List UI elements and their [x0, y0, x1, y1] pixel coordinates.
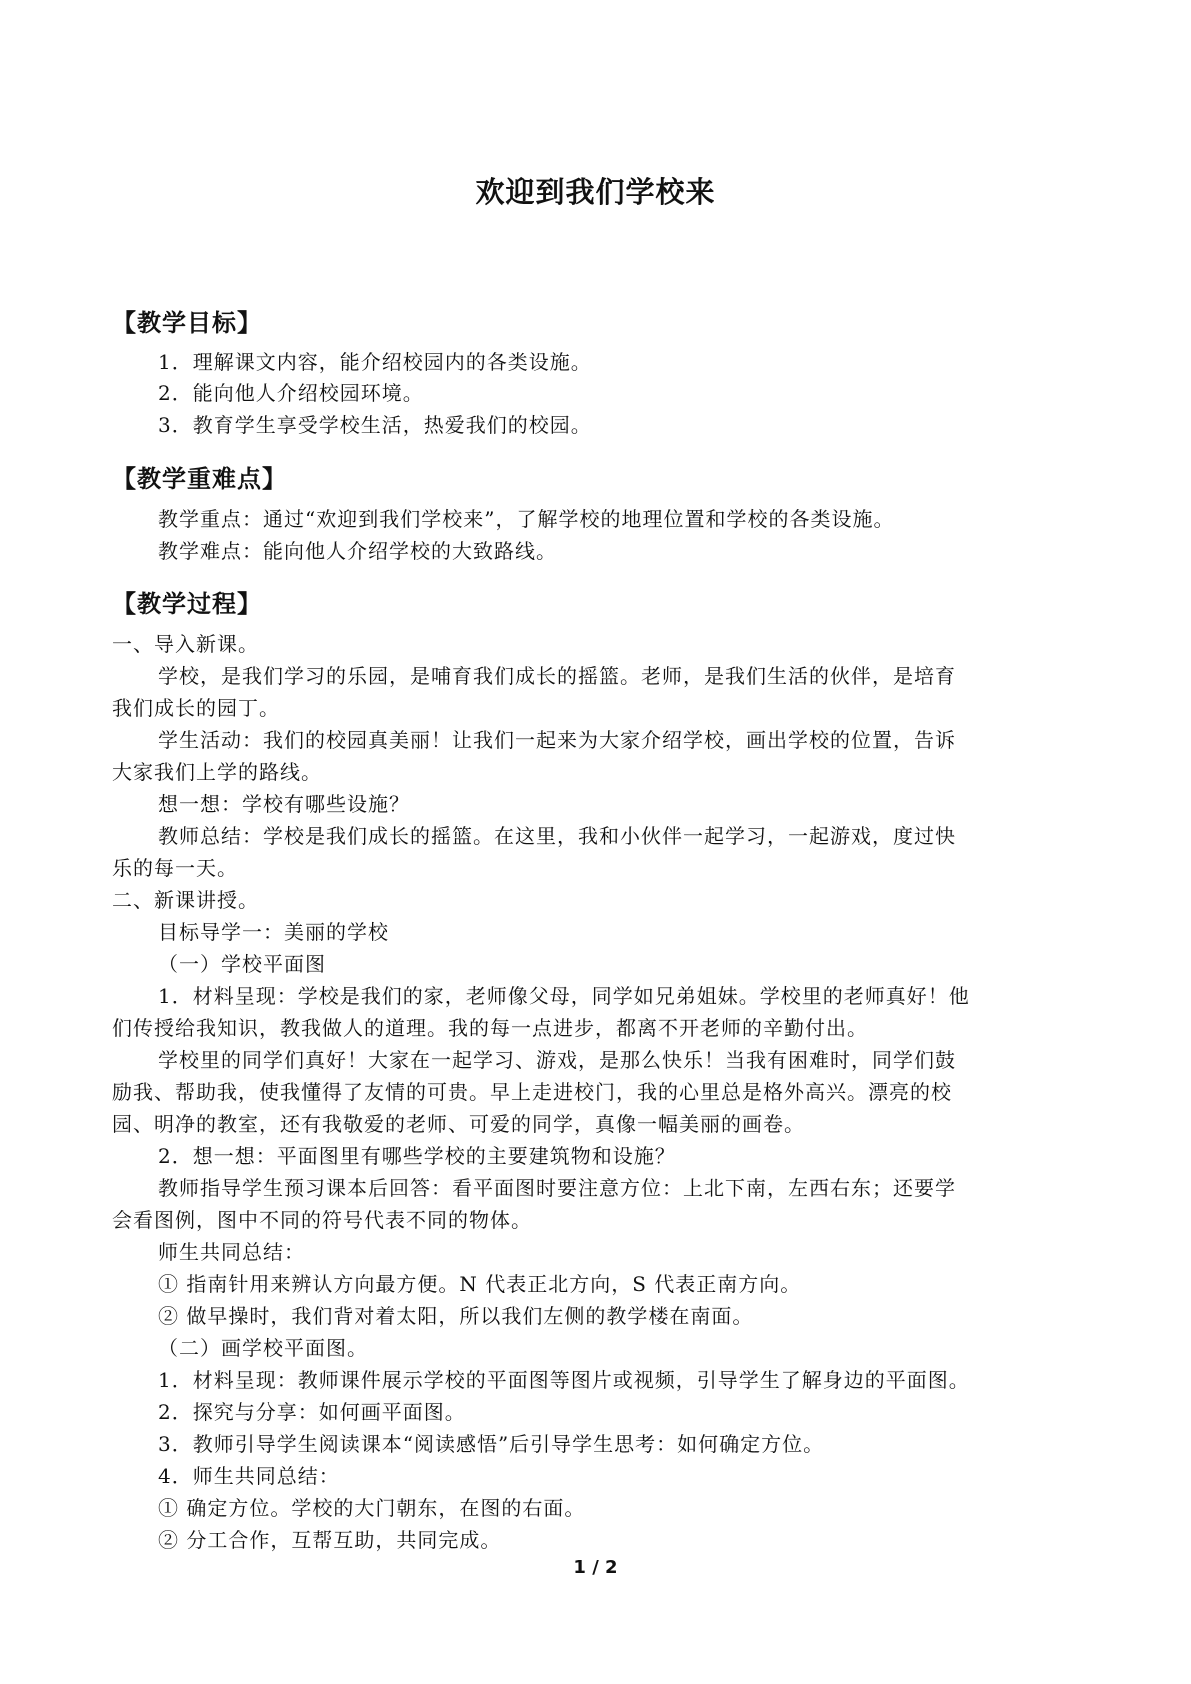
section-heading-process: 【教学过程】: [112, 590, 262, 618]
process-line: 1．材料呈现：教师课件展示学校的平面图等图片或视频，引导学生了解身边的平面图。: [158, 1368, 970, 1392]
section-heading-key-points: 【教学重难点】: [112, 465, 287, 493]
objective-line: 2．能向他人介绍校园环境。: [158, 381, 424, 405]
process-line: 学生活动：我们的校园真美丽！让我们一起来为大家介绍学校，画出学校的位置，告诉: [158, 728, 956, 752]
process-line: 2．想一想：平面图里有哪些学校的主要建筑物和设施？: [158, 1144, 676, 1168]
process-line: 2．探究与分享：如何画平面图。: [158, 1400, 466, 1424]
process-line: ② 做早操时，我们背对着太阳，所以我们左侧的教学楼在南面。: [158, 1304, 754, 1328]
process-line: 学校里的同学们真好！大家在一起学习、游戏，是那么快乐！当我有困难时，同学们鼓: [158, 1048, 956, 1072]
process-line: 励我、帮助我，使我懂得了友情的可贵。早上走进校门，我的心里总是格外高兴。漂亮的校: [112, 1080, 952, 1104]
process-line: 一、导入新课。: [112, 632, 259, 656]
process-line: ① 确定方位。学校的大门朝东，在图的右面。: [158, 1496, 586, 1520]
key-point-line: 教学难点：能向他人介绍学校的大致路线。: [158, 539, 557, 563]
process-line: 目标导学一：美丽的学校: [158, 920, 389, 944]
process-line: ① 指南针用来辨认方向最方便。N 代表正北方向，S 代表正南方向。: [158, 1272, 802, 1296]
process-line: 们传授给我知识，教我做人的道理。我的每一点进步，都离不开老师的辛勤付出。: [112, 1016, 868, 1040]
process-line: 会看图例，图中不同的符号代表不同的物体。: [112, 1208, 532, 1232]
process-line: 乐的每一天。: [112, 856, 238, 880]
process-line: 1．材料呈现：学校是我们的家，老师像父母，同学如兄弟姐妹。学校里的老师真好！他: [158, 984, 970, 1008]
process-line: （一）学校平面图: [158, 952, 326, 976]
page-number: 1 / 2: [573, 1557, 618, 1578]
process-line: （二）画学校平面图。: [158, 1336, 368, 1360]
objective-line: 3．教育学生享受学校生活，热爱我们的校园。: [158, 413, 592, 437]
process-line: 大家我们上学的路线。: [112, 760, 322, 784]
objective-line: 1．理解课文内容，能介绍校园内的各类设施。: [158, 350, 592, 374]
process-line: 教师指导学生预习课本后回答：看平面图时要注意方位：上北下南，左西右东；还要学: [158, 1176, 956, 1200]
process-line: 我们成长的园丁。: [112, 696, 280, 720]
document-title: 欢迎到我们学校来: [475, 175, 716, 209]
process-line: 二、新课讲授。: [112, 888, 259, 912]
process-line: ② 分工合作，互帮互助，共同完成。: [158, 1528, 502, 1552]
process-line: 教师总结：学校是我们成长的摇篮。在这里，我和小伙伴一起学习，一起游戏，度过快: [158, 824, 956, 848]
section-heading-objectives: 【教学目标】: [112, 309, 262, 337]
process-line: 想一想：学校有哪些设施？: [158, 792, 410, 816]
process-line: 园、明净的教室，还有我敬爱的老师、可爱的同学，真像一幅美丽的画卷。: [112, 1112, 805, 1136]
key-point-line: 教学重点：通过“欢迎到我们学校来”，了解学校的地理位置和学校的各类设施。: [158, 507, 895, 531]
process-line: 学校，是我们学习的乐园，是哺育我们成长的摇篮。老师，是我们生活的伙伴，是培育: [158, 664, 956, 688]
process-line: 3．教师引导学生阅读课本“阅读感悟”后引导学生思考：如何确定方位。: [158, 1432, 825, 1456]
process-line: 4．师生共同总结：: [158, 1464, 340, 1488]
process-line: 师生共同总结：: [158, 1240, 305, 1264]
